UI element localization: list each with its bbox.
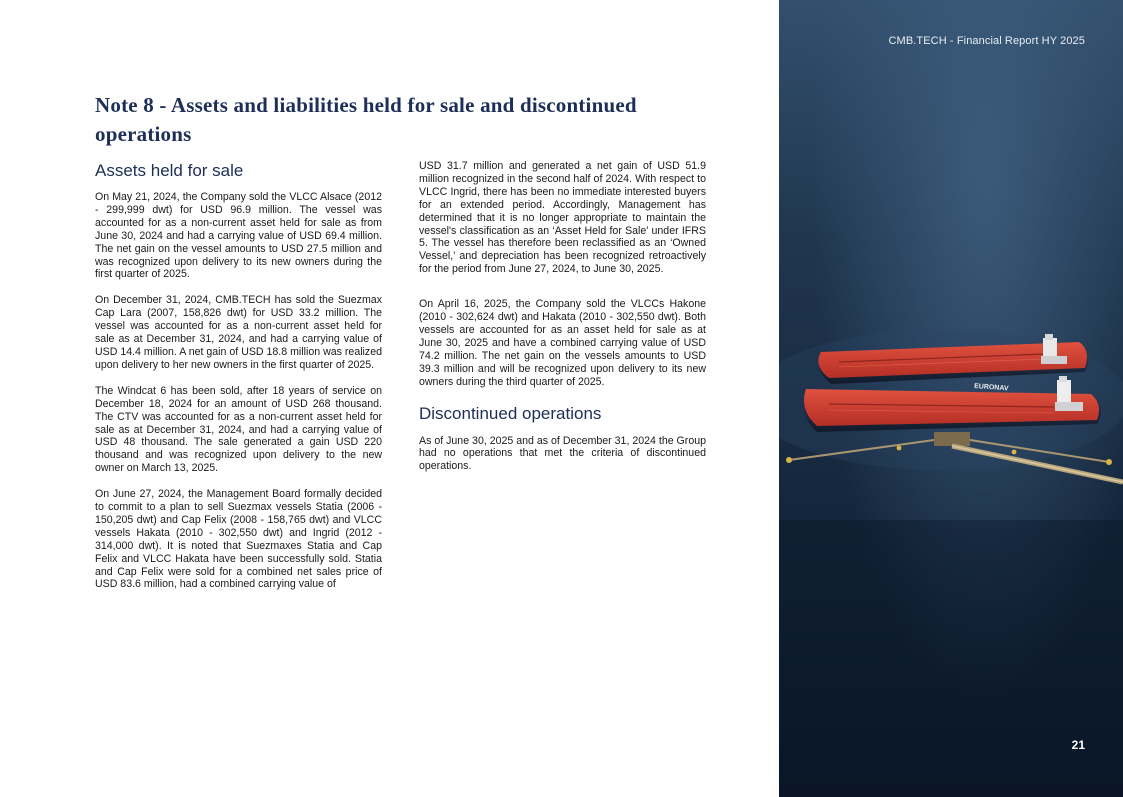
text-column-left bbox=[95, 160, 382, 604]
paragraph-hakone-hakata-sale: On April 16, 2025, the Company sold the VLCCs Hakone (2010 - 302,624 dwt) and Hakata (2010 - 302,550 dwt). Both vessels are accounted for as an asset held for sale as at June 30, 2025 and have a combined carrying value of USD 74.2 million. The net gain on the vessels amounts to USD 39.3 million and will be recognized upon delivery to its new owners during the third quarter of 2025. bbox=[419, 298, 706, 388]
paragraph-windcat-sale: The Windcat 6 has been sold, after 18 years of service on December 18, 2024 for an amount of USD 268 thousand. The CTV was accounted for as a non-current asset held for sale as at December 31, 2024, and had a carrying value of USD 48 thousand. The sale generated a gain USD 220 thousand and was recognized upon delivery to the new owner on March 13, 2025. bbox=[95, 384, 382, 475]
tanker-illustration bbox=[779, 0, 1123, 797]
page-number: 21 bbox=[1071, 738, 1085, 752]
text-column-right bbox=[419, 160, 706, 486]
tanker-photo bbox=[779, 0, 1123, 797]
page-title: Note 8 - Assets and liabilities held for sale and discontinued operations bbox=[95, 93, 637, 146]
report-header-label: CMB.TECH - Financial Report HY 2025 bbox=[888, 35, 1085, 47]
paragraph-discontinued-operations: As of June 30, 2025 and as of December 31, 2024 the Group had no operations that met the criteria of discontinued operations. bbox=[419, 434, 706, 473]
section-heading-assets-held-for-sale: Assets held for sale bbox=[95, 161, 244, 180]
section-heading-discontinued-operations: Discontinued operations bbox=[419, 403, 602, 423]
paragraph-ingrid-reclassification: USD 31.7 million and generated a net gain of USD 51.9 million recognized in the second half of 2024. With respect to VLCC Ingrid, there has been no immediate interested buyers for an extended period. Accordingly, Management has determined that it is no longer appropriate to maintain the vessel's classification as an ‘Asset Held for Sale’ under IFRS 5. The vessel has therefore been reclassified as an ‘Owned Vessel,’ and depreciation has been recognized retroactively for the period from June 27, 2024, to June 30, 2025. bbox=[419, 160, 706, 276]
paragraph-management-plan: On June 27, 2024, the Management Board formally decided to commit to a plan to sell Suezmax vessels Statia (2006 - 150,205 dwt) and Cap Felix (2008 - 158,765 dwt) and VLCC vessels Hakata (2010 - 302,550 dwt) and Ingrid (2012 - 314,000 dwt). It is noted that Suezmaxes Statia and Cap Felix and VLCC Hakata have been successfully sold. Statia and Cap Felix were sold for a combined net sales price of USD 83.6 million, had a combined carrying value of bbox=[95, 488, 382, 591]
paragraph-cap-lara-sale: On December 31, 2024, CMB.TECH has sold the Suezmax Cap Lara (2007, 158,826 dwt) for USD 33.2 million. The vessel was accounted for as a non-current asset held for sale as at December 31, 2024, and had a carrying value of USD 14.4 million. A net gain of USD 18.8 million was realized upon delivery to her new owners in the first quarter of 2025. bbox=[95, 294, 382, 371]
paragraph-alsace-sale: On May 21, 2024, the Company sold the VLCC Alsace (2012 - 299,999 dwt) for USD 96.9 million. The vessel was accounted for as a non-current asset held for sale as from June 30, 2024 and had a carrying value of USD 69.4 million. The net gain on the vessel amounts to USD 27.5 million and was recognized upon delivery to its new owners during the first quarter of 2025. bbox=[95, 191, 382, 281]
ship-hull-name: EURONAV bbox=[973, 383, 1009, 393]
